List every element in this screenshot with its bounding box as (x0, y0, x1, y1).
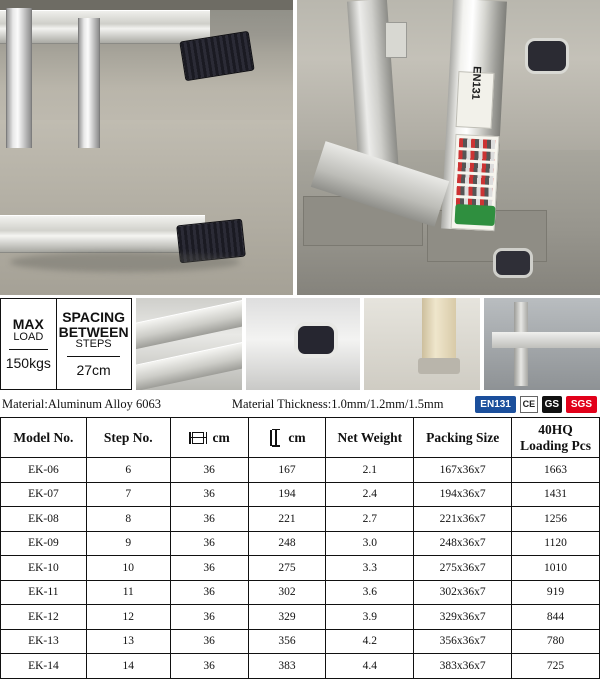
horizontal-rail (492, 332, 600, 348)
cell-packing: 302x36x7 (414, 580, 512, 605)
cell-model: EK-12 (1, 605, 87, 630)
cell-steps: 7 (86, 482, 170, 507)
cell-width: 36 (170, 629, 248, 654)
cell-height: 275 (248, 556, 326, 581)
oval-rung-closeup-photo (246, 298, 360, 390)
steps-closeup-photo (136, 298, 242, 390)
foot-cap (418, 358, 460, 374)
cell-height: 194 (248, 482, 326, 507)
header-width (170, 418, 248, 458)
cell-steps: 14 (86, 654, 170, 679)
rail-profile-closeup-photo (484, 298, 600, 390)
sticker-line (458, 150, 494, 161)
cell-packing: 248x36x7 (414, 531, 512, 556)
header-packing-size: Packing Size (414, 418, 512, 458)
max-load-cell (1, 299, 57, 389)
vertical-rail-right (78, 18, 100, 148)
material-text: Material:Aluminum Alloy 6063 (2, 396, 162, 411)
table-row (1, 482, 600, 507)
cell-model: EK-09 (1, 531, 87, 556)
sticker-line (457, 174, 493, 185)
spacing-title-line1: SPACING (62, 309, 125, 326)
cell-loading: 1663 (512, 458, 600, 483)
header-height-unit: cm (288, 429, 306, 445)
rung-bracket (385, 22, 407, 58)
spec-summary-box (0, 298, 132, 390)
gs-badge: GS (542, 396, 562, 413)
cell-width: 36 (170, 482, 248, 507)
ce-badge: CE (520, 396, 538, 413)
spacing-title-line2: BETWEEN (58, 323, 129, 340)
en131-label (456, 65, 495, 129)
wall-line (0, 0, 293, 10)
cell-weight: 2.7 (326, 507, 414, 532)
ladder-leg (422, 298, 456, 360)
ladder-rail-closeup-photo (0, 0, 293, 295)
cell-weight: 4.4 (326, 654, 414, 679)
divider (67, 356, 120, 357)
cell-loading: 1010 (512, 556, 600, 581)
cell-packing: 275x36x7 (414, 556, 512, 581)
header-model: Model No. (1, 418, 87, 458)
cell-weight: 3.0 (326, 531, 414, 556)
green-certification-sticker (455, 204, 496, 226)
ladder-step (136, 298, 242, 350)
cell-weight: 3.3 (326, 556, 414, 581)
bottom-rail-beam (0, 215, 205, 253)
max-load-title (13, 317, 44, 343)
table-body (1, 458, 600, 679)
cell-loading: 919 (512, 580, 600, 605)
table-row (1, 629, 600, 654)
cell-model: EK-07 (1, 482, 87, 507)
header-step-no: Step No. (86, 418, 170, 458)
table-row (1, 458, 600, 483)
sticker-line (459, 138, 495, 149)
spacing-title (59, 310, 129, 351)
header-height (248, 418, 326, 458)
material-bar (0, 393, 600, 415)
table-row (1, 531, 600, 556)
cell-model: EK-08 (1, 507, 87, 532)
cell-height: 248 (248, 531, 326, 556)
cell-loading: 1120 (512, 531, 600, 556)
max-load-value: 150kgs (5, 354, 51, 371)
cell-weight: 2.4 (326, 482, 414, 507)
cell-width: 36 (170, 458, 248, 483)
cell-height: 221 (248, 507, 326, 532)
en131-label-text: EN131 (469, 65, 483, 101)
sgs-badge: SGS (566, 396, 597, 413)
table-row (1, 580, 600, 605)
cell-loading: 780 (512, 629, 600, 654)
vertical-rail-left (6, 8, 32, 148)
cell-model: EK-13 (1, 629, 87, 654)
cell-weight: 2.1 (326, 458, 414, 483)
cell-steps: 6 (86, 458, 170, 483)
cell-model: EK-14 (1, 654, 87, 679)
certification-badges (475, 396, 600, 413)
header-loading-line2: Loading Pcs (520, 437, 591, 453)
cell-height: 383 (248, 654, 326, 679)
cell-steps: 13 (86, 629, 170, 654)
sticker-line (456, 186, 492, 197)
cell-steps: 10 (86, 556, 170, 581)
ladder-foot-closeup-photo (364, 298, 480, 390)
specification-table (0, 417, 600, 679)
thickness-text: Material Thickness:1.0mm/1.2mm/1.5mm (231, 396, 444, 411)
cell-steps: 11 (86, 580, 170, 605)
ladder-stile-en131-photo (297, 0, 600, 295)
header-net-weight: Net Weight (326, 418, 414, 458)
spacing-value: 27cm (76, 361, 111, 378)
header-loading-pcs (512, 418, 600, 458)
cell-packing: 167x36x7 (414, 458, 512, 483)
height-dimension-icon (268, 429, 284, 447)
cell-steps: 9 (86, 531, 170, 556)
max-load-title-text: MAX (12, 316, 44, 333)
header-width-unit: cm (212, 429, 230, 445)
cell-width: 36 (170, 531, 248, 556)
cell-steps: 12 (86, 605, 170, 630)
cell-model: EK-11 (1, 580, 87, 605)
cell-height: 329 (248, 605, 326, 630)
cell-model: EK-10 (1, 556, 87, 581)
cell-height: 167 (248, 458, 326, 483)
header-loading-line1: 40HQ (538, 421, 573, 437)
cell-width: 36 (170, 507, 248, 532)
en131-badge: EN131 (475, 396, 516, 413)
cell-height: 356 (248, 629, 326, 654)
spacing-cell (57, 299, 131, 389)
table-row (1, 556, 600, 581)
cell-model: EK-06 (1, 458, 87, 483)
cell-width: 36 (170, 556, 248, 581)
cell-steps: 8 (86, 507, 170, 532)
oval-rung-opening (294, 322, 338, 358)
cell-width: 36 (170, 605, 248, 630)
cell-weight: 4.2 (326, 629, 414, 654)
cell-loading: 844 (512, 605, 600, 630)
oval-rung-opening-top (525, 38, 569, 74)
table-row (1, 605, 600, 630)
divider (9, 349, 47, 350)
cell-height: 302 (248, 580, 326, 605)
photo-row (0, 0, 600, 295)
cell-packing: 383x36x7 (414, 654, 512, 679)
table-row (1, 654, 600, 679)
feature-strip (0, 298, 600, 390)
cell-packing: 329x36x7 (414, 605, 512, 630)
max-load-subtitle: LOAD (13, 331, 44, 344)
cell-width: 36 (170, 580, 248, 605)
cell-loading: 1431 (512, 482, 600, 507)
floor-shadow (10, 252, 240, 272)
cell-weight: 3.6 (326, 580, 414, 605)
table-header-row (1, 418, 600, 458)
table-row (1, 507, 600, 532)
spacing-subtitle: STEPS (75, 338, 112, 351)
sticker-line (458, 162, 494, 173)
cell-packing: 356x36x7 (414, 629, 512, 654)
cell-loading: 1256 (512, 507, 600, 532)
cell-width: 36 (170, 654, 248, 679)
cell-weight: 3.9 (326, 605, 414, 630)
width-dimension-icon (188, 430, 208, 446)
cell-packing: 194x36x7 (414, 482, 512, 507)
cell-packing: 221x36x7 (414, 507, 512, 532)
oval-rung-opening-bottom (493, 248, 533, 278)
cell-loading: 725 (512, 654, 600, 679)
